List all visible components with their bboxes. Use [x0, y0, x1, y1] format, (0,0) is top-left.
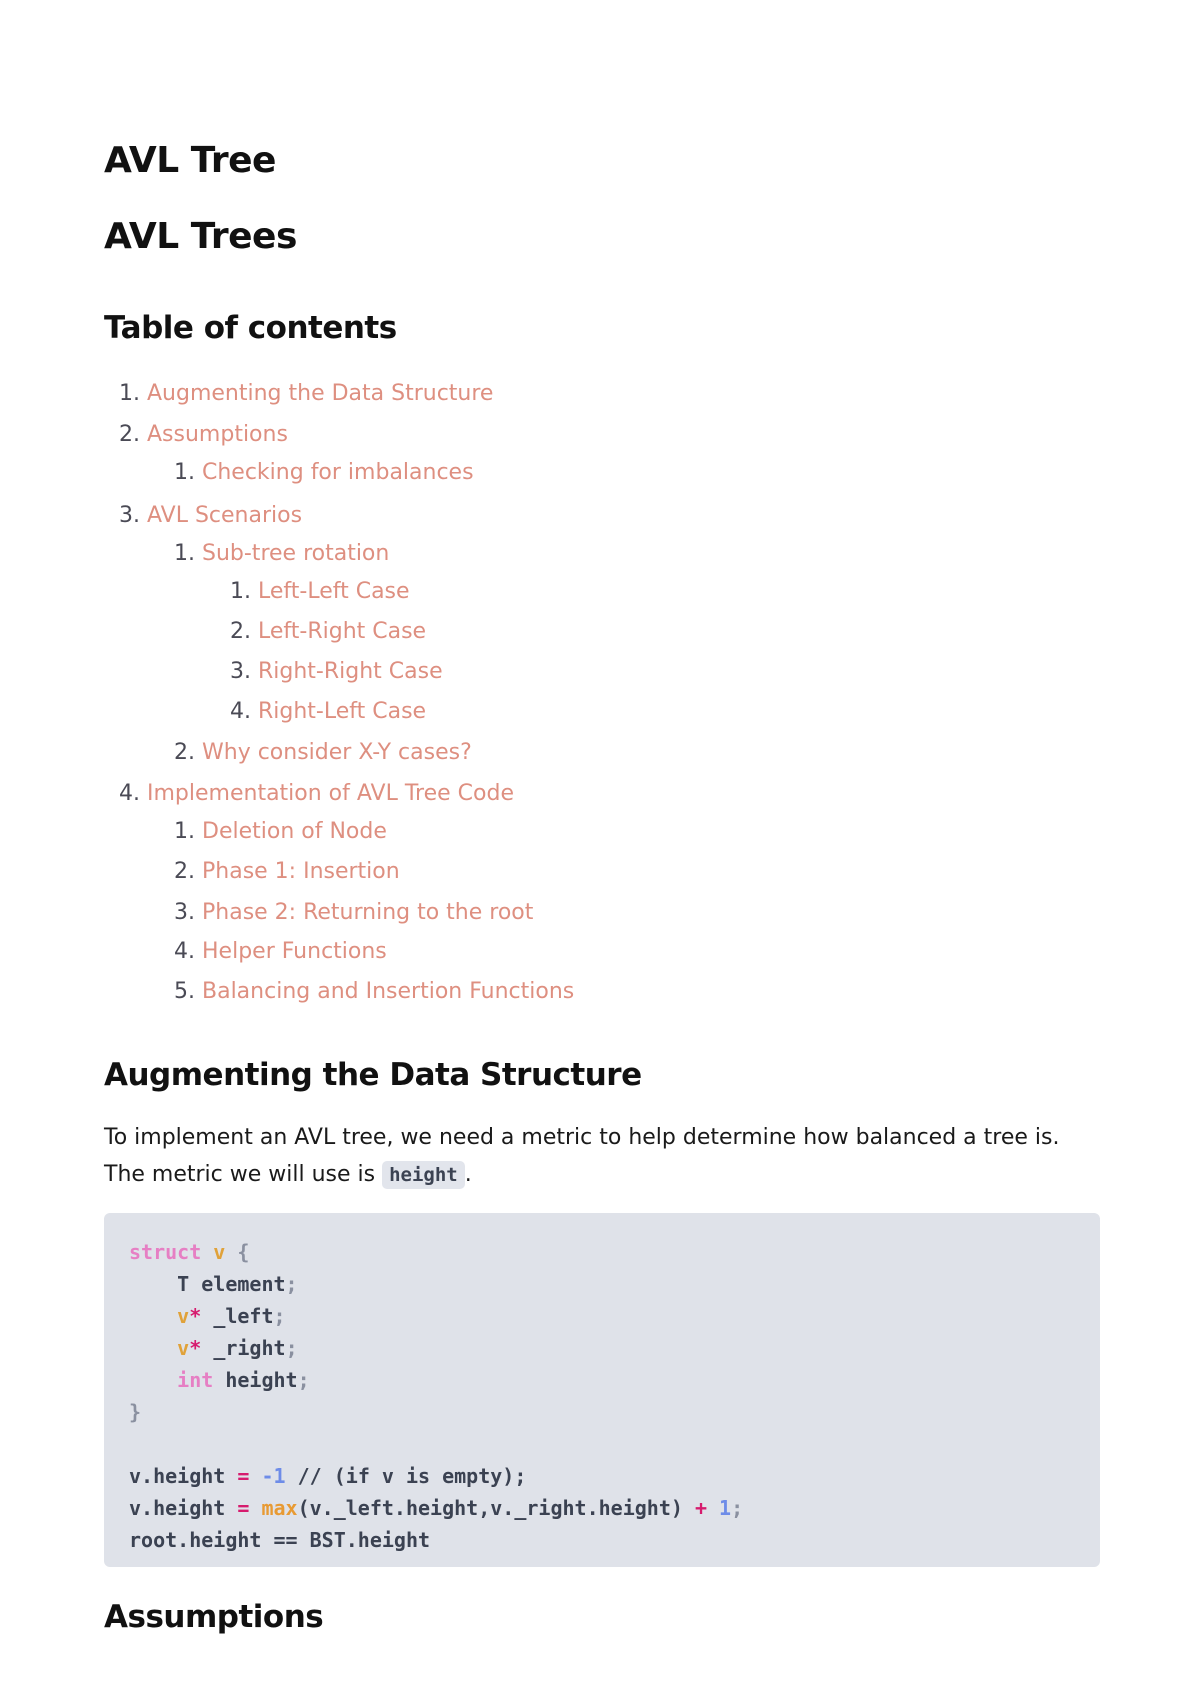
code-comment: // (if v is empty); — [297, 1464, 527, 1488]
toc-item-helper-functions[interactable] — [174, 937, 387, 967]
toc-item-implementation[interactable] — [119, 779, 514, 809]
toc-item-right-right[interactable] — [230, 657, 443, 687]
toc-item-number: 2. — [174, 859, 195, 884]
code-line: root.height == BST.height — [129, 1528, 431, 1552]
code-function: max — [261, 1496, 298, 1520]
toc-item-number: 4. — [174, 939, 195, 964]
toc-item-link[interactable]: Right-Left Case — [258, 699, 427, 724]
toc-item-number: 3. — [119, 503, 140, 528]
toc-item-checking-imbalances[interactable] — [174, 458, 474, 488]
code-identifier: height — [225, 1368, 298, 1392]
section-heading-augmenting: Augmenting the Data Structure — [104, 1057, 642, 1093]
inline-code-height: height — [382, 1161, 465, 1189]
toc-item-right-left[interactable] — [230, 697, 426, 727]
toc-item-number: 1. — [119, 381, 140, 406]
toc-item-number: 2. — [230, 619, 251, 644]
toc-item-link[interactable]: Why consider X-Y cases? — [202, 740, 472, 765]
code-keyword: int — [177, 1368, 214, 1392]
toc-item-link[interactable]: Sub-tree rotation — [202, 541, 390, 566]
toc-heading: Table of contents — [104, 310, 397, 346]
toc-item-link[interactable]: Left-Right Case — [258, 619, 427, 644]
toc-item-link[interactable]: Balancing and Insertion Functions — [202, 979, 575, 1004]
code-operator: = — [237, 1464, 250, 1488]
code-identifier: _right — [213, 1336, 286, 1360]
toc-item-left-left[interactable] — [230, 577, 410, 607]
toc-item-link[interactable]: Deletion of Node — [202, 819, 387, 844]
toc-item-number: 5. — [174, 979, 195, 1004]
toc-item-number: 2. — [119, 422, 140, 447]
toc-item-phase2[interactable] — [174, 898, 533, 928]
toc-item-link[interactable]: AVL Scenarios — [147, 503, 303, 528]
toc-item-augmenting[interactable] — [119, 379, 493, 409]
page-title: AVL Tree — [104, 140, 276, 181]
code-keyword: struct — [129, 1240, 202, 1264]
code-identifier: _left — [213, 1304, 274, 1328]
toc-item-left-right[interactable] — [230, 617, 426, 647]
section-heading-assumptions: Assumptions — [104, 1599, 324, 1635]
toc-item-number: 4. — [119, 781, 140, 806]
toc-item-number: 3. — [174, 900, 195, 925]
code-brace: } — [129, 1400, 142, 1424]
toc-item-subtree-rotation[interactable] — [174, 539, 389, 569]
code-type: v — [177, 1304, 190, 1328]
code-operator: * — [189, 1304, 202, 1328]
toc-item-avl-scenarios[interactable] — [119, 501, 302, 531]
code-identifier: v.height — [129, 1464, 226, 1488]
code-operator: + — [694, 1496, 707, 1520]
code-operator: = — [237, 1496, 250, 1520]
code-operator: * — [189, 1336, 202, 1360]
code-identifier: v.height — [129, 1496, 226, 1520]
toc-item-number: 2. — [174, 740, 195, 765]
code-content: struct v { T element; v* _left; v* _right; int height; } v.height = -1 // (if v is empty); v.height = max(v._left.height,v._right.height) + 1; root.height == BST.height — [129, 1240, 744, 1552]
section-paragraph — [104, 1119, 1094, 1194]
toc-item-number: 3. — [230, 659, 251, 684]
toc-item-link[interactable]: Phase 1: Insertion — [202, 859, 400, 884]
code-type: v — [177, 1336, 190, 1360]
toc-item-number: 4. — [230, 699, 251, 724]
toc-item-why-xy-cases[interactable] — [174, 738, 472, 768]
toc-item-number: 1. — [174, 541, 195, 566]
paragraph-text: To implement an AVL tree, we need a metric to help determine how balanced a tree is. The metric we will use is — [104, 1125, 1060, 1187]
toc-item-balancing-insertion[interactable] — [174, 977, 574, 1007]
toc-item-number: 1. — [174, 819, 195, 844]
code-args: (v._left.height,v._right.height) — [297, 1496, 683, 1520]
toc-item-link[interactable]: Implementation of AVL Tree Code — [147, 781, 514, 806]
page-subtitle: AVL Trees — [104, 216, 297, 257]
toc-item-link[interactable]: Assumptions — [147, 422, 288, 447]
toc-item-number: 1. — [230, 579, 251, 604]
paragraph-text-end: . — [464, 1162, 472, 1187]
code-number: 1 — [719, 1496, 732, 1520]
code-block[interactable] — [104, 1213, 1100, 1567]
toc-item-link[interactable]: Left-Left Case — [258, 579, 410, 604]
toc-item-number: 1. — [174, 460, 195, 485]
toc-item-link[interactable]: Phase 2: Returning to the root — [202, 900, 534, 925]
code-type: v — [213, 1240, 226, 1264]
toc-item-phase1[interactable] — [174, 857, 400, 887]
toc-item-assumptions[interactable] — [119, 420, 288, 450]
toc-item-deletion[interactable] — [174, 817, 387, 847]
toc-item-link[interactable]: Right-Right Case — [258, 659, 443, 684]
code-brace: { — [237, 1240, 250, 1264]
toc-item-link[interactable]: Checking for imbalances — [202, 460, 474, 485]
code-number: -1 — [261, 1464, 286, 1488]
code-line: T element — [177, 1272, 286, 1296]
toc-item-link[interactable]: Helper Functions — [202, 939, 387, 964]
toc-item-link[interactable]: Augmenting the Data Structure — [147, 381, 494, 406]
